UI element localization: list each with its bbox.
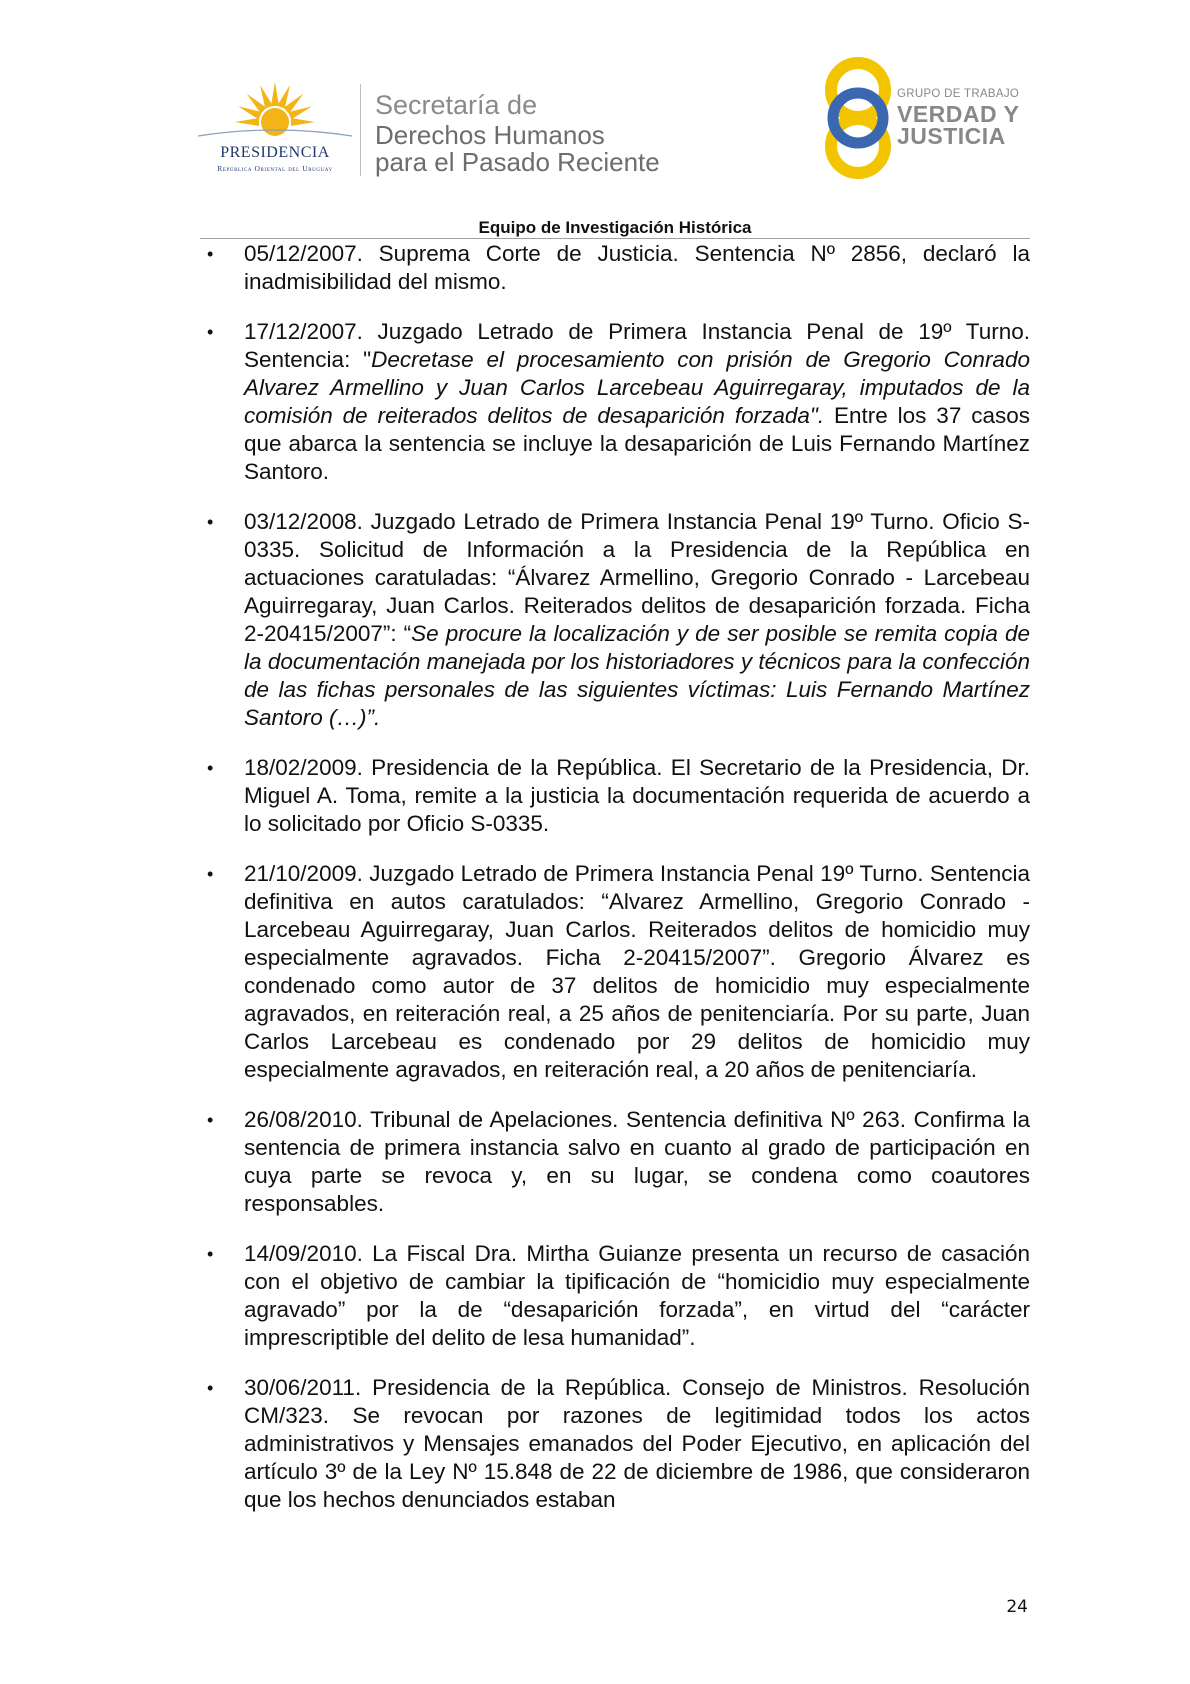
grupo-line-1: GRUPO DE TRABAJO bbox=[897, 88, 1020, 100]
header-divider bbox=[360, 84, 361, 176]
entry-text: 14/09/2010. La Fiscal Dra. Mirtha Guianze presenta un recurso de casación con el objetivo de cambiar la tipificación de “homicidio muy especialmente agravado” por la de “desaparición forzada”, en virtud del “carácter imprescriptible del delito de lesa humanidad”. bbox=[244, 1241, 1030, 1350]
secretaria-line-1: Secretaría de bbox=[375, 90, 538, 120]
bullet: • bbox=[207, 1110, 214, 1130]
header-rule bbox=[200, 238, 1030, 239]
entry-text: 17/12/2007. Juzgado Letrado de Primera Instancia Penal de 19º Turno. Sentencia: " bbox=[244, 319, 1030, 372]
presidencia-subtitle: República Oriental del Uruguay bbox=[217, 164, 333, 173]
list-item bbox=[200, 1240, 1030, 1352]
bullet: • bbox=[207, 322, 214, 342]
bullet: • bbox=[207, 1378, 214, 1398]
list-item bbox=[200, 860, 1030, 1084]
verdad-justicia-rings-logo-icon bbox=[818, 56, 898, 180]
entry-text: 05/12/2007. Suprema Corte de Justicia. Sentencia Nº 2856, declaró la inadmisibilidad del mismo. bbox=[244, 241, 1030, 294]
list-item bbox=[200, 508, 1030, 732]
entry-text: 18/02/2009. Presidencia de la República. El Secretario de la Presidencia, Dr. Miguel A. Toma, remite a la justicia la documentación requerida de acuerdo a lo solicitado por Oficio S-0335. bbox=[244, 755, 1030, 836]
grupo-line-3: JUSTICIA bbox=[897, 123, 1006, 149]
entry-text: 21/10/2009. Juzgado Letrado de Primera Instancia Penal 19º Turno. Sentencia definitiva en autos caratulados: “Alvarez Armellino, Gregorio Conrado - Larcebeau Aguirregaray, Juan Carlos. Reiterados delitos de homicidio muy especialmente agravados. Ficha 2-20415/2007”. Gregorio Álvarez es condenado como autor de 37 delitos de homicidio muy especialmente agravados, en reiteración real, a 25 años de penitenciaría. Por su parte, Juan Carlos Larcebeau es condenado por 29 delitos de homicidio muy especialmente agravados, en reiteración real, a 20 años de penitenciaría. bbox=[244, 861, 1030, 1082]
entry-text: 26/08/2010. Tribunal de Apelaciones. Sentencia definitiva Nº 263. Confirma la sentencia de primera instancia salvo en cuanto al grado de participación en cuya parte se revoca y, en su lugar, se condena como coautores responsables. bbox=[244, 1107, 1030, 1216]
team-title: Equipo de Investigación Histórica bbox=[478, 218, 752, 237]
presidencia-name: PRESIDENCIA bbox=[220, 144, 330, 161]
secretaria-line-2: Derechos Humanos bbox=[375, 120, 605, 150]
entry-italic: Se procure la localización y de ser posible se remita copia de la documentación manejada por los historiadores y técnicos para la confección de las fichas personales de las siguientes víctimas: Luis Fernando Martínez Santoro (…)”. bbox=[244, 621, 1031, 730]
list-item bbox=[200, 1374, 1030, 1514]
list-item bbox=[200, 754, 1030, 838]
chronology-list bbox=[200, 240, 1030, 1514]
list-item bbox=[200, 1106, 1030, 1218]
secretaria-line-3: para el Pasado Reciente bbox=[375, 147, 660, 177]
bullet: • bbox=[207, 758, 214, 778]
list-item bbox=[200, 240, 1030, 296]
bullet: • bbox=[207, 864, 214, 884]
grupo-line-2: VERDAD Y bbox=[897, 101, 1020, 127]
entry-text-tail: Entre los 37 casos que abarca la sentencia se incluye la desaparición de Luis Fernando Martínez Santoro. bbox=[244, 403, 1030, 484]
bullet: • bbox=[207, 244, 214, 264]
entry-text: 30/06/2011. Presidencia de la República. Consejo de Ministros. Resolución CM/323. Se revocan por razones de legitimidad todos los actos administrativos y Mensajes emanados del Poder Ejecutivo, en aplicación del artículo 3º de la Ley Nº 15.848 de 22 de diciembre de 1986, que consideraron que los hechos denunciados estaban bbox=[244, 1375, 1030, 1512]
bullet: • bbox=[207, 512, 214, 532]
bullet: • bbox=[207, 1244, 214, 1264]
entry-text: 03/12/2008. Juzgado Letrado de Primera Instancia Penal 19º Turno. Oficio S-0335. Solicitud de Información a la Presidencia de la República en actuaciones caratuladas: “Álvarez Armellino, Gregorio Conrado - Larcebeau Aguirregaray, Juan Carlos. Reiterados delitos de desaparición forzada. Ficha 2-20415/2007”: “ bbox=[244, 509, 1030, 646]
document-body bbox=[200, 240, 1030, 1536]
list-item bbox=[200, 318, 1030, 486]
entry-italic: Decretase el procesamiento con prisión de Gregorio Conrado Alvarez Armellino y Juan Carlos Larcebeau Aguirregaray, imputados de la comisión de reiterados delitos de desaparición forzada". bbox=[244, 347, 1030, 428]
page-header bbox=[0, 0, 1190, 240]
page-number: 24 bbox=[1006, 1597, 1028, 1617]
